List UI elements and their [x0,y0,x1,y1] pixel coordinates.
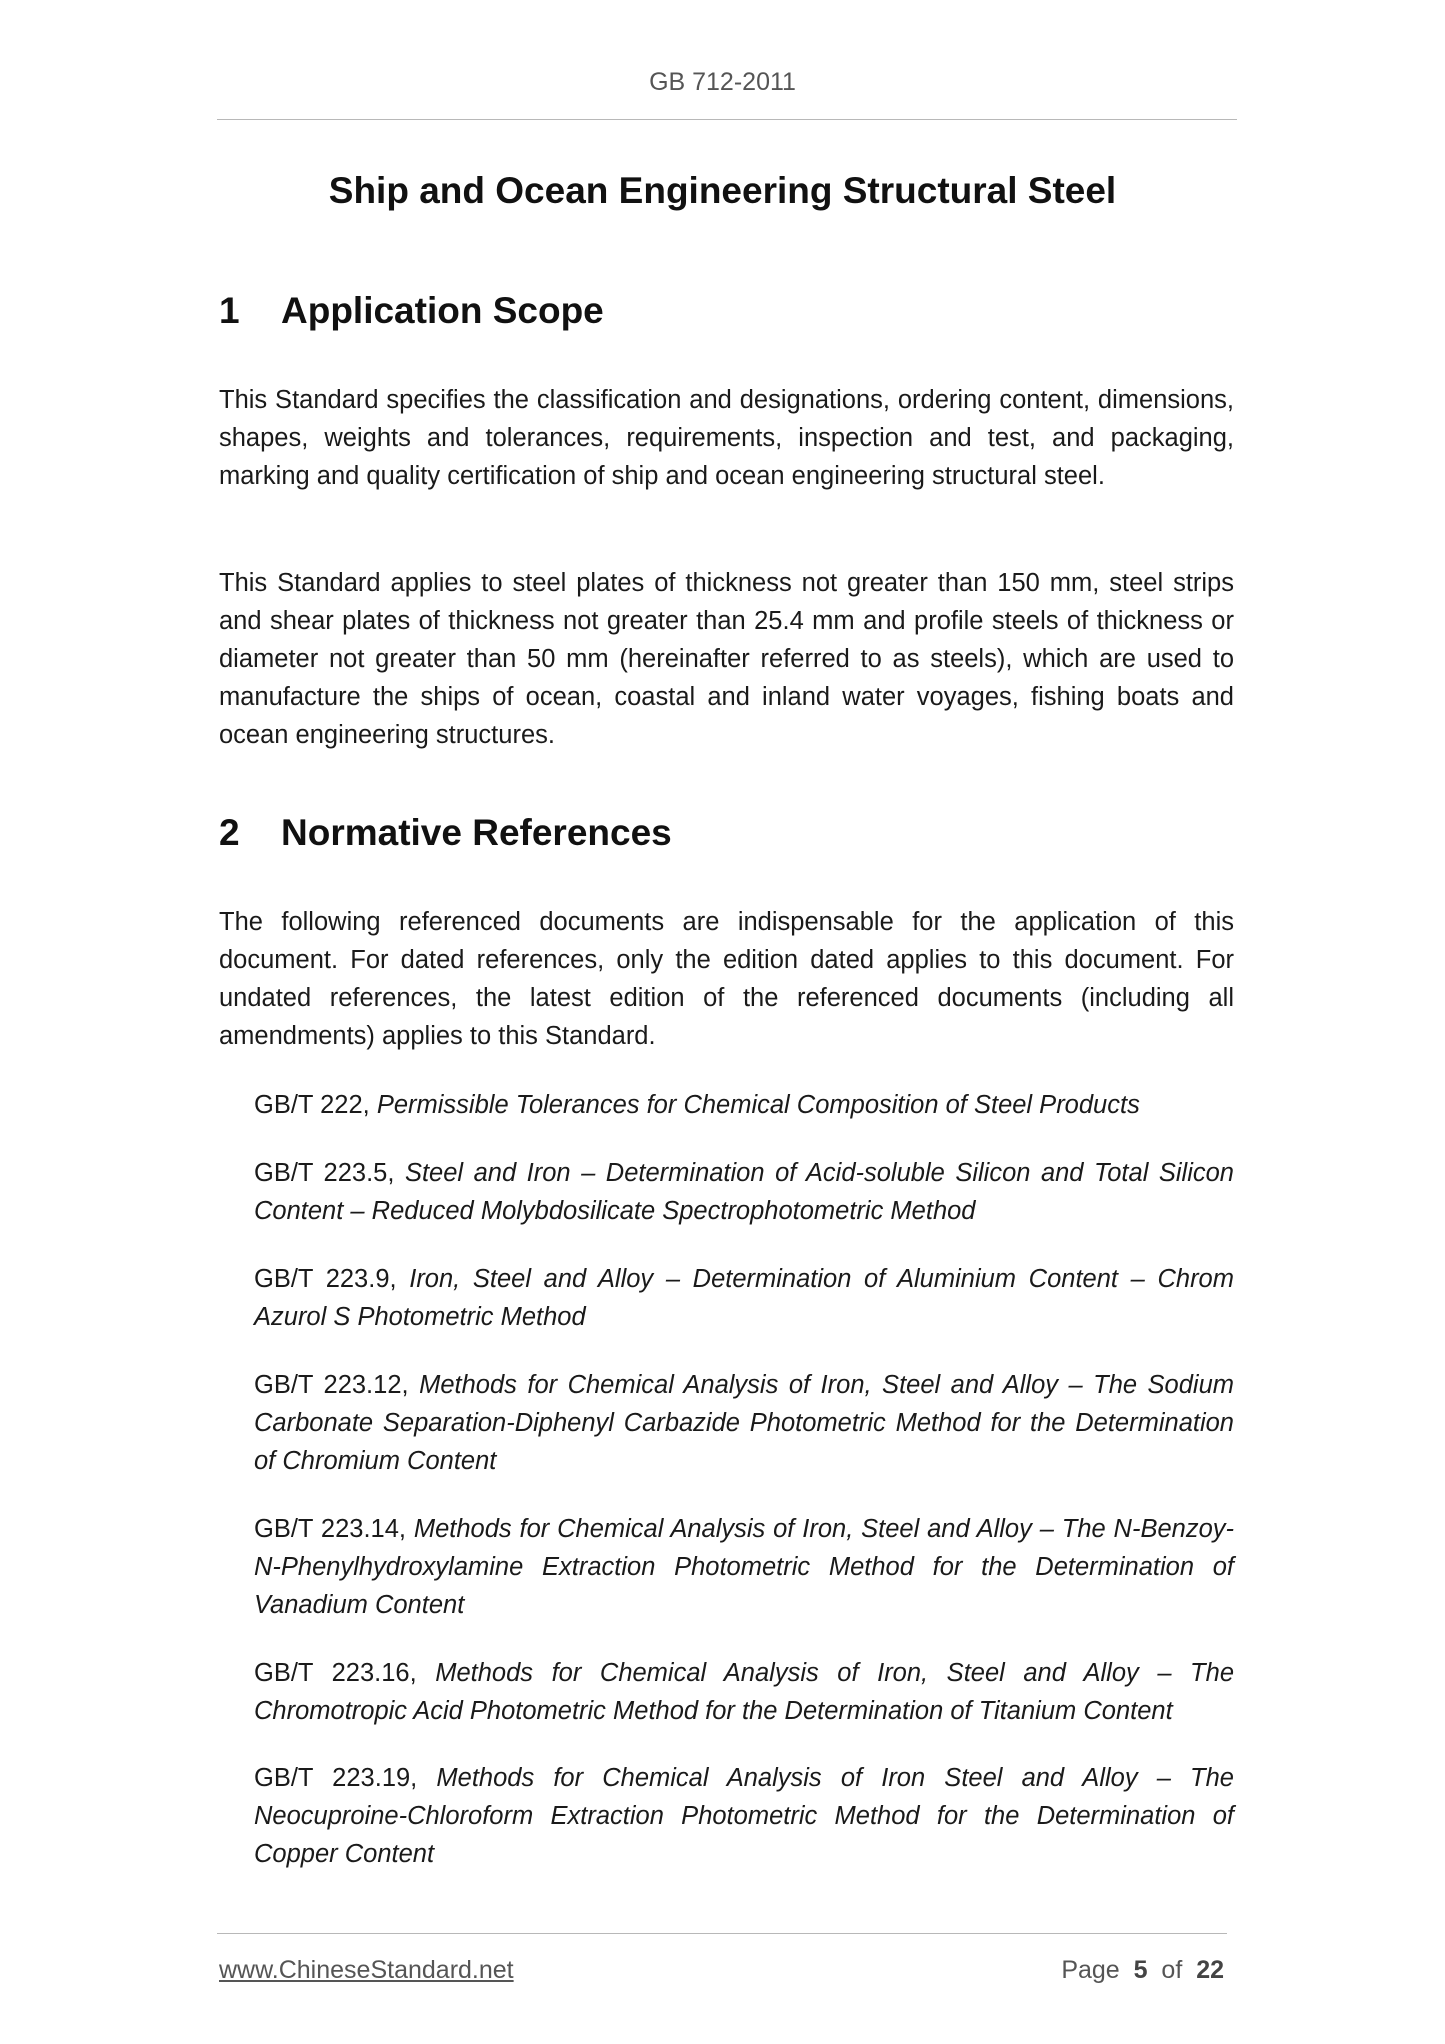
reference-item [254,1759,1234,1873]
reference-item [254,1260,1234,1336]
paragraph: This Standard applies to steel plates of thickness not greater than 150 mm, steel strips and shear plates of thickness not greater than 25.4 mm and profile steels of thickness or diameter not greater than 50 mm (hereinafter referred to as steels), which are used to manufacture the ships of ocean, coastal and inland water voyages, fishing boats and ocean engineering structures. [219,569,1234,749]
reference-code: GB/T 223.5, [254,1159,405,1187]
page-current: 5 [1133,1956,1148,1984]
reference-item [254,1086,1234,1124]
paragraph: This Standard specifies the classification and designations, ordering content, dimensions, shapes, weights and tolerances, requirements, inspection and test, and packaging, marking and quality certification of ship and ocean engineering structural steel. [219,386,1234,490]
footer-divider [217,1933,1227,1934]
paragraph: The following referenced documents are indispensable for the application of this document. For dated references, only the edition dated applies to this document. For undated references, the latest edition of the referenced documents (including all amendments) applies to this Standard. [219,908,1234,1050]
reference-code: GB/T 223.14, [254,1515,414,1543]
header-divider [217,119,1237,120]
page-total: 22 [1196,1956,1224,1984]
document-code-header: GB 712-2011 [649,68,796,96]
reference-title: Steel and Iron – Determination of Acid-soluble Silicon and Total Silicon Content – Reduced Molybdosilicate Spectrophotometric Method [254,1159,1234,1225]
section-title: Normative References [281,812,672,853]
page-number [1061,1956,1224,1985]
reference-item [254,1510,1234,1624]
reference-title: Methods for Chemical Analysis of Iron, Steel and Alloy – The N-Benzoy-N-Phenylhydroxylamine Extraction Photometric Method for the Determination of Vanadium Content [254,1515,1234,1619]
reference-item [254,1154,1234,1230]
document-title: Ship and Ocean Engineering Structural Steel [328,170,1117,211]
page-label: Page [1061,1956,1120,1984]
reference-code: GB/T 223.16, [254,1659,436,1687]
reference-title: Methods for Chemical Analysis of Iron, Steel and Alloy – The Chromotropic Acid Photometric Method for the Determination of Titanium Content [254,1659,1235,1725]
reference-code: GB/T 223.12, [254,1371,420,1399]
reference-code: GB/T 223.19, [254,1764,437,1792]
reference-item [254,1654,1234,1730]
section-number: 1 [219,290,240,331]
section-2-heading [219,812,672,854]
reference-title: Methods for Chemical Analysis of Iron Steel and Alloy – The Neocuproine-Chloroform Extraction Photometric Method for the Determination of Copper Content [254,1764,1234,1868]
section-1-heading [219,290,604,332]
reference-item [254,1366,1234,1480]
reference-title: Permissible Tolerances for Chemical Composition of Steel Products [376,1091,1140,1119]
reference-title: Iron, Steel and Alloy – Determination of Aluminium Content – Chrom Azurol S Photometric Method [254,1265,1234,1331]
reference-code: GB/T 222, [254,1091,377,1119]
page-of-label: of [1161,1956,1183,1984]
section-number: 2 [219,812,240,853]
website-link[interactable]: www.ChineseStandard.net [219,1956,514,1984]
section-title: Application Scope [281,290,604,331]
reference-code: GB/T 223.9, [254,1265,410,1293]
reference-title: Methods for Chemical Analysis of Iron, Steel and Alloy – The Sodium Carbonate Separation-Diphenyl Carbazide Photometric Method for the Determination of Chromium Content [254,1371,1234,1475]
